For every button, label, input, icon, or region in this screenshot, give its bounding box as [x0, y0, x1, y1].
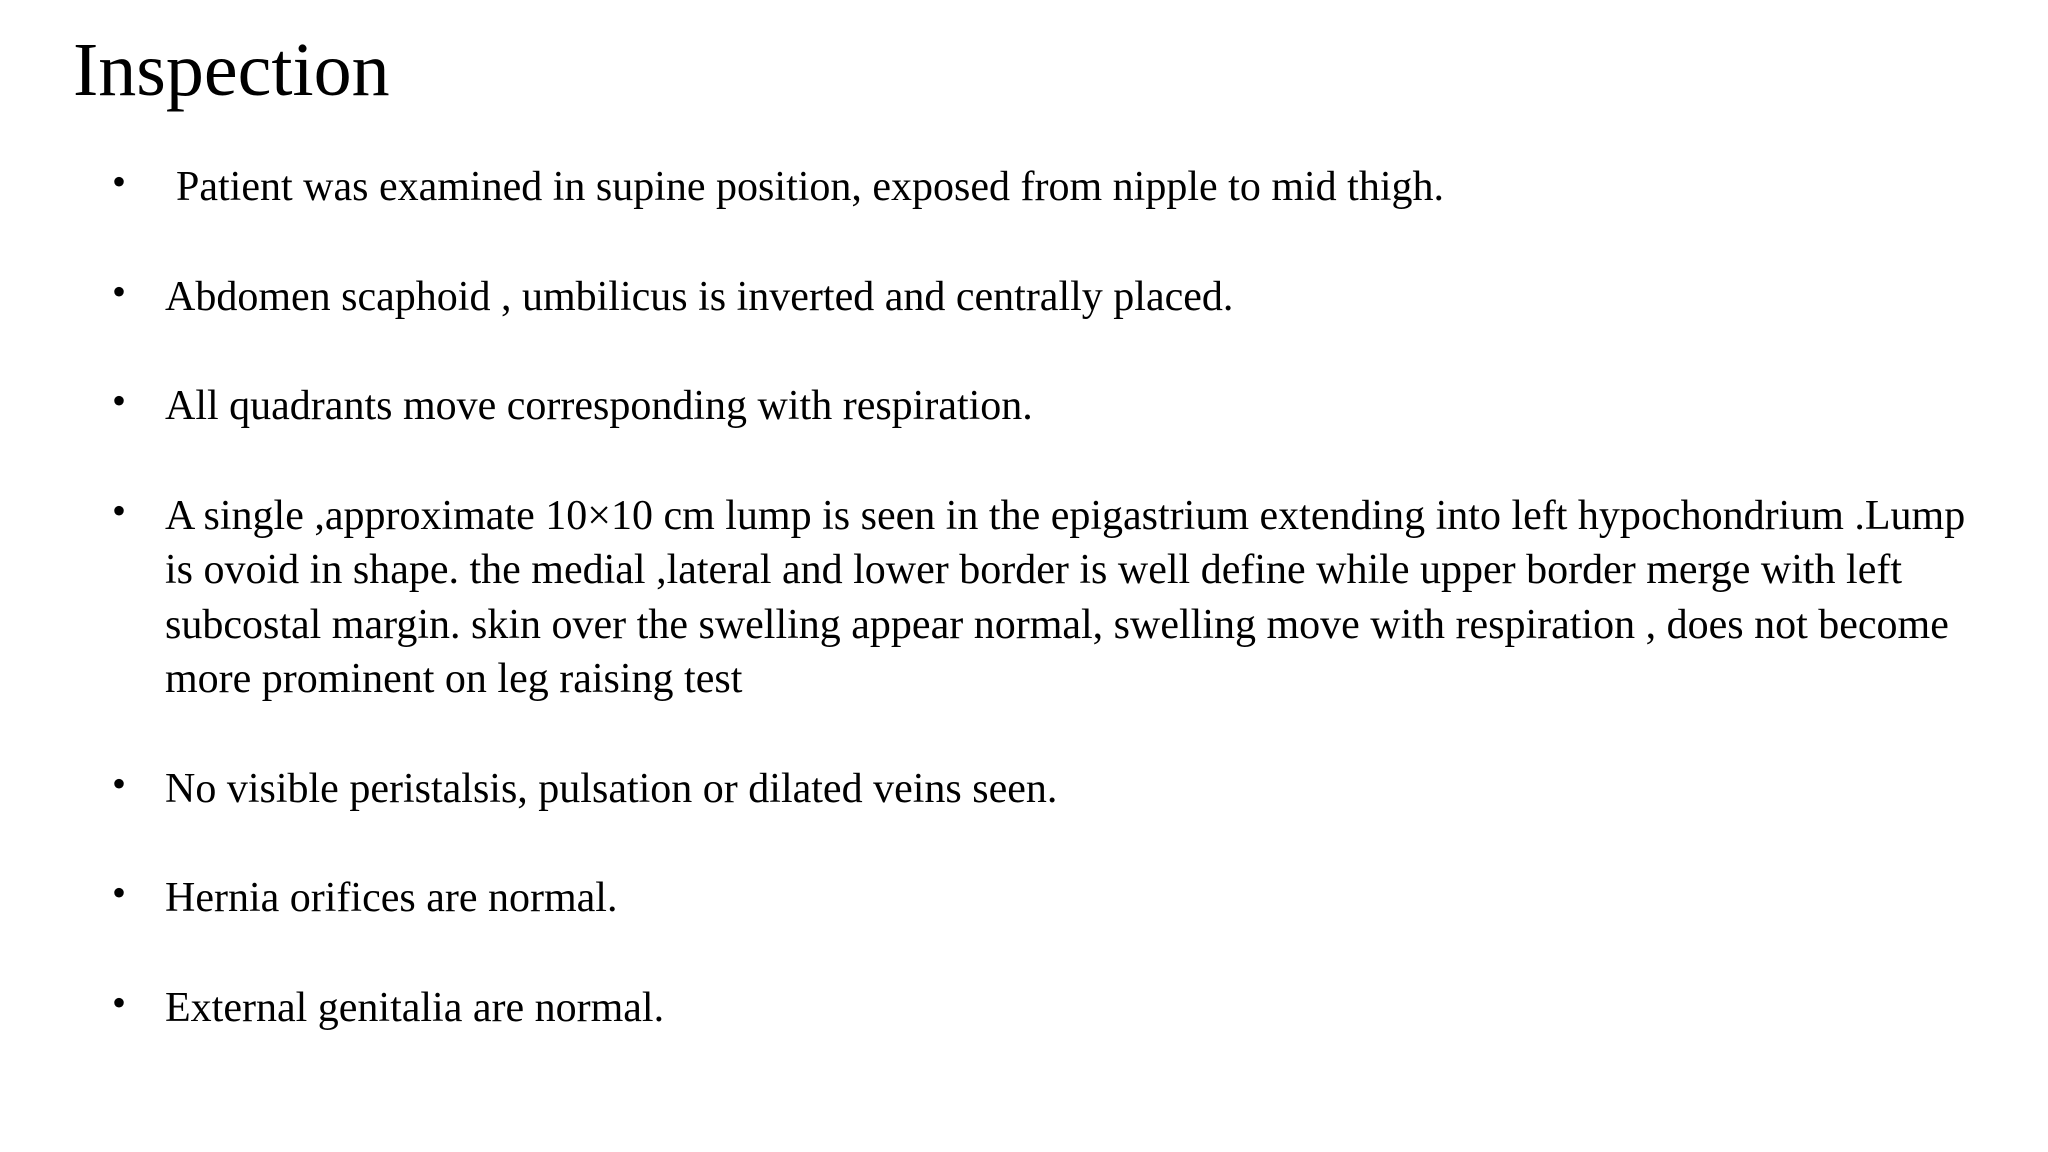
- bullet-icon: •: [112, 760, 127, 806]
- bullet-icon: •: [112, 979, 127, 1025]
- list-item: [112, 762, 1992, 817]
- list-item: [112, 981, 1992, 1036]
- slide-title: Inspection: [73, 28, 390, 112]
- list-item: [112, 871, 1992, 926]
- list-item: [112, 270, 1992, 325]
- bullet-icon: •: [112, 268, 127, 314]
- bullet-text: External genitalia are normal.: [165, 984, 665, 1031]
- bullet-text: A single ,approximate 10×10 cm lump is seen in the epigastrium extending into left hypochondrium .Lump is ovoid in shape. the medial ,lateral and lower border is well define while upper border merge with left subcostal margin. skin over the swelling appear normal, swelling move with respiration , does not become more prominent on leg raising test: [165, 492, 1966, 702]
- list-item: [112, 160, 1992, 215]
- bullet-text: Patient was examined in supine position, exposed from nipple to mid thigh.: [176, 164, 1444, 210]
- bullet-text: All quadrants move corresponding with respiration.: [165, 383, 1033, 429]
- list-item: [112, 489, 1992, 707]
- bullet-icon: •: [112, 378, 127, 423]
- bullet-list: [112, 160, 1992, 1090]
- bullet-icon: •: [112, 870, 127, 915]
- list-item: [112, 379, 1992, 434]
- bullet-text: Hernia orifices are normal.: [165, 875, 618, 921]
- bullet-text: No visible peristalsis, pulsation or dilated veins seen.: [165, 765, 1058, 812]
- bullet-text: Abdomen scaphoid , umbilicus is inverted and centrally placed.: [165, 273, 1234, 320]
- bullet-icon: •: [112, 487, 127, 533]
- bullet-icon: •: [112, 159, 127, 204]
